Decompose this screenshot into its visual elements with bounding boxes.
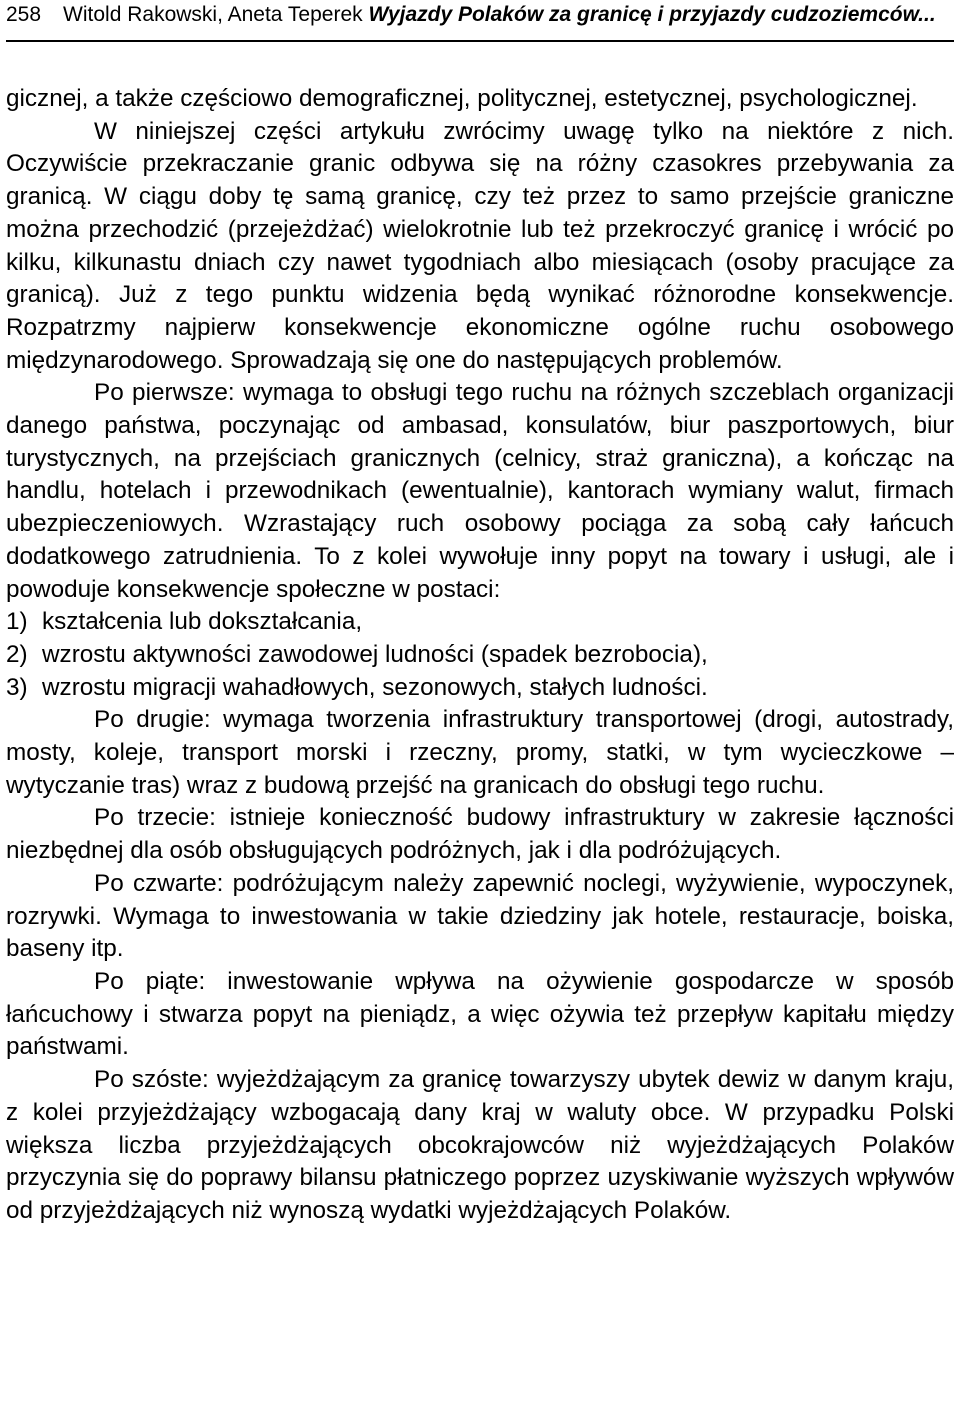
paragraph: W niniejszej części artykułu zwrócimy uwagę tylko na niektóre z nich. Oczywiście przekraczanie granic odbywa się na różny czasokres przebywania za granicą. W ciągu doby tę samą granicę, czy też przez to samo przejście graniczne można przechodzić (przejeżdżać) wielokrotnie lub też przekroczyć granicę i wrócić po kilku, kilkunastu dniach czy nawet tygodniach albo miesiącach (osoby pracujące za granicą). Już z tego punktu widzenia będą wynikać różnorodne konsekwencje. Rozpatrzmy najpierw konsekwencje ekonomiczne ogólne ruchu osobowego międzynarodowego. Sprowadzają się one do następujących problemów. (6, 117, 954, 374)
paragraph: Po piąte: inwestowanie wpływa na ożywienie gospodarcze w sposób łańcuchowy i stwarza popyt na pieniądz, a więc ożywia też przepływ kapitału między państwami. (6, 967, 954, 1061)
list-item-text: wzrostu migracji wahadłowych, sezonowych, stałych ludności. (42, 673, 708, 701)
list-item (6, 639, 954, 672)
running-head-authors: Witold Rakowski, Aneta Teperek (63, 3, 363, 26)
page-number: 258 (6, 3, 42, 26)
paragraph: Po czwarte: podróżującym należy zapewnić noclegi, wyżywienie, wypoczynek, rozrywki. Wymaga to inwestowania w takie dziedziny jak hotele, restauracje, boiska, baseny itp. (6, 869, 954, 963)
list-item-number: 3) (6, 673, 28, 701)
list-item-text: kształcenia lub dokształcania, (42, 608, 363, 636)
running-head-title: Wyjazdy Polaków za granicę i przyjazdy cudzoziemców... (368, 3, 936, 26)
header-rule (6, 40, 954, 42)
list-item-number: 1) (6, 608, 28, 636)
paragraph: gicznej, a także częściowo demograficznej, politycznej, estetycznej, psychologicznej. (6, 85, 918, 112)
list-item-text: wzrostu aktywności zawodowej ludności (spadek bezrobocia), (42, 640, 708, 668)
paragraph: Po pierwsze: wymaga to obsługi tego ruchu na różnych szczeblach organizacji danego państwa, poczynając od ambasad, konsulatów, biur paszportowych, biur turystycznych, na przejściach granicznych (celnicy, straż graniczna), a kończąc na handlu, hotelach i przewodnikach (ewentualnie), kantorach wymiany walut, firmach ubezpieczeniowych. Wzrastający ruch osobowy pociąga za sobą cały łańcuch dodatkowego zatrudnienia. To z kolei wywołuje inny popyt na towary i usługi, ale i powoduje konsekwencje społeczne w postaci: (6, 379, 954, 603)
paragraph: Po trzecie: istnieje konieczność budowy infrastruktury w zakresie łączności niezbędnej dla osób obsługujących podróżnych, jak i dla podróżujących. (6, 804, 954, 865)
running-head (6, 2, 954, 28)
consequences-list (6, 606, 954, 704)
paragraph: Po drugie: wymaga tworzenia infrastruktury transportowej (drogi, autostrady, mosty, koleje, transport morski i rzeczny, promy, statki, w tym wycieczkowe – wytyczanie tras) wraz z budową przejść na granicach do obsługi tego ruchu. (6, 706, 954, 799)
body-text (6, 83, 954, 1228)
list-item-number: 2) (6, 640, 28, 668)
paragraph: Po szóste: wyjeżdżającym za granicę towarzyszy ubytek dewiz w danym kraju, z kolei przyjeżdżający wzbogacają dany kraj w waluty obce. W przypadku Polski większa liczba przyjeżdżających obcokrajowców niż wyjeżdżających Polaków przyczynia się do poprawy bilansu płatniczego poprzez uzyskiwanie wyższych wpływów od przyjeżdżających niż wynoszą wydatki wyjeżdżających Polaków. (6, 1066, 954, 1224)
list-item (6, 672, 954, 705)
list-item (6, 606, 954, 639)
